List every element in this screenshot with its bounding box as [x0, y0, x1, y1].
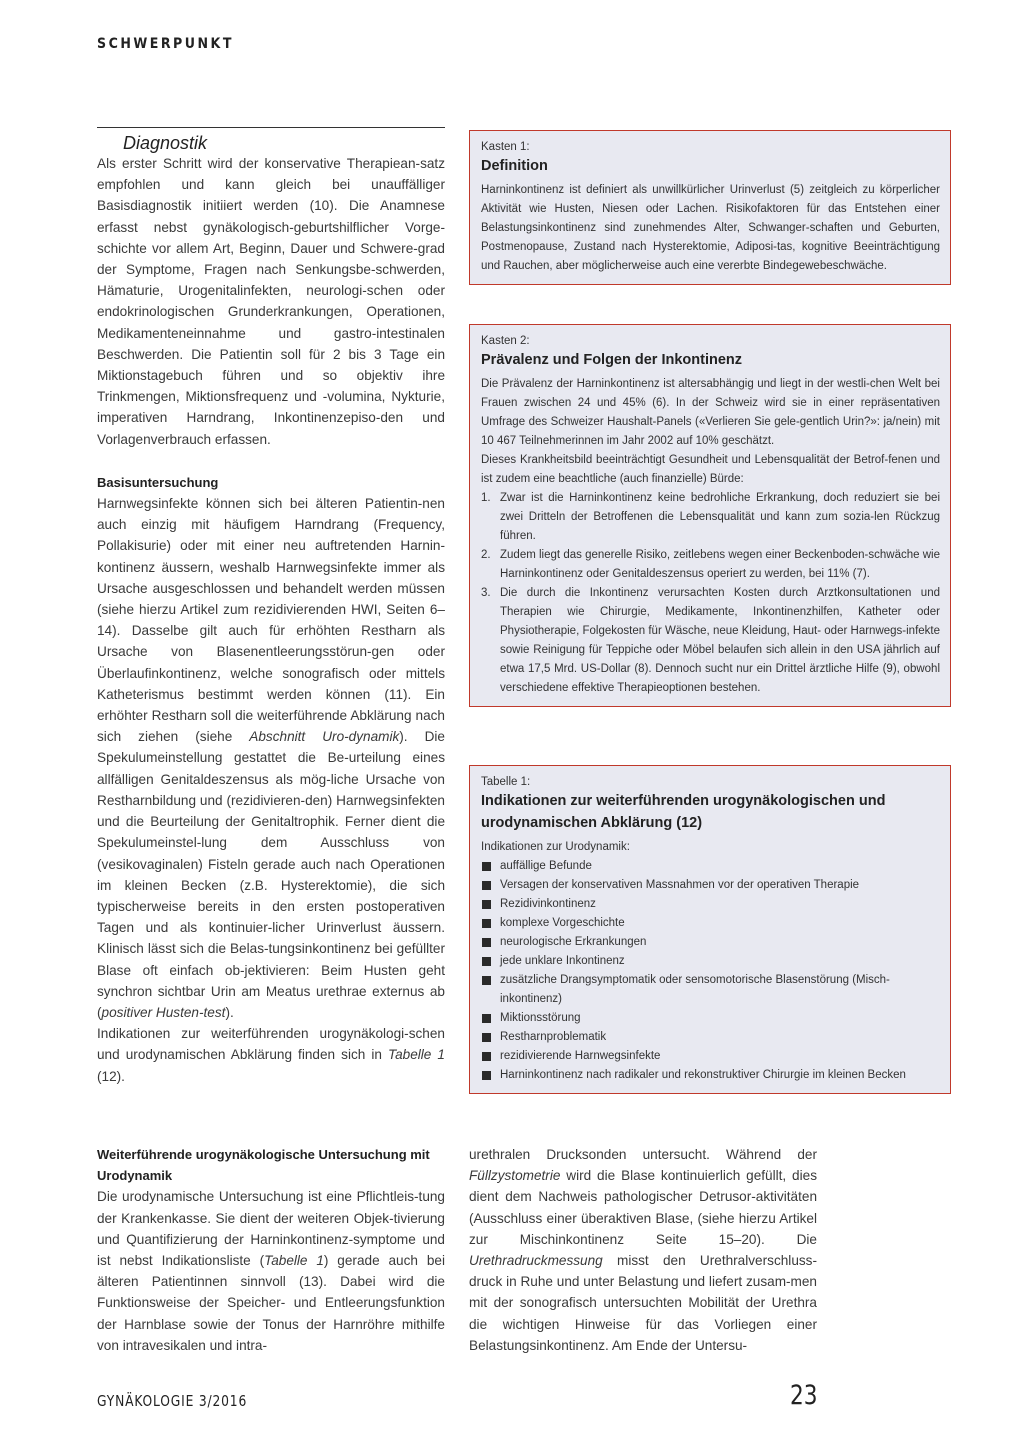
- page-number: 23: [790, 1380, 818, 1411]
- list-item: auffällige Befunde: [481, 857, 940, 876]
- list-item: Rezidivinkontinenz: [481, 895, 940, 914]
- journal-footer: GYNÄKOLOGIE 3/2016: [97, 1392, 248, 1410]
- indikationen-paragraph: Indikationen zur weiterführenden urogynäkologi-schen und urodynamischen Abklärung finden sich in Tabelle 1 (12).: [97, 1026, 445, 1084]
- kasten-2-title: Prävalenz und Folgen der Inkontinenz: [481, 352, 743, 368]
- bullet-square-icon: [482, 976, 491, 985]
- urodynamik-paragraph-1: Die urodynamische Untersuchung ist eine Pflichtleis-tung der Krankenkasse. Sie dient der weiteren Objek-tivierung und Quantifizierung der Harninkontinenz-symptome und ist nebst Indikationsliste (Tabelle 1) gerade auch bei älteren Patientinnen sinnvoll (13). Dabei wird die Funktionsweise der Speicher- und Entleerungsfunktion der Harnblase sowie der Tonus der Harnröhre mithilfe von intravesikalen und intra-: [97, 1189, 445, 1353]
- section-label: SCHWERPUNKT: [97, 36, 234, 52]
- kasten-1-title: Definition: [481, 158, 548, 174]
- kasten-2-label: Kasten 2:: [481, 335, 530, 347]
- diagnostik-intro: Als erster Schritt wird der konservative Therapiean-satz empfohlen und kann gleich bei unauffälliger Basisdiagnostik initiiert werden (10). Die Anamnese erfasst nebst gynäkologisch-geburtshilflicher Vorge-schichte vor allem Art, Beginn, Dauer und Schwere-grad der Symptome, Fragen nach Senkungsbe-schwerden, Hämaturie, Urogenitalinfekten, neurologi-schen oder endokrinologischen Grunderkrankungen, Operationen, Medikamenteneinnahme und gastro-intestinalen Beschwerden. Die Patientin soll für 2 bis 3 Tage ein Miktionstagebuch führen und so objektiv ihre Trinkmengen, Miktionsfrequenz und -volumina, Nykturie, imperativen Harndrang, Inkontinenzepiso-den und Vorlagenverbrauch erfassen.: [97, 156, 445, 447]
- bullet-square-icon: [482, 1071, 491, 1080]
- list-item: Miktionsstörung: [481, 1009, 940, 1028]
- list-item: jede unklare Inkontinenz: [481, 952, 940, 971]
- kasten-2-list: [481, 489, 940, 698]
- list-item: 3. Die durch die Inkontinenz verursachten Kosten durch Arztkonsultationen und Therapien wie Chirurgie, Medikamente, Inkontinenzhilfen, Katheter oder Physiotherapie, Folgekosten für Wäsche, neue Kleidung, Haut- oder Harnwegs-infekte sowie Reinigung für Teppiche oder Möbel belaufen sich allein in den USA jährlich auf etwa 17,5 Mrd. US-Dollar (8). Dennoch sucht nur ein Drittel ärztliche Hilfe (9), obwohl verschiedene effektive Therapieoptionen bestehen.: [481, 587, 940, 694]
- tabelle-1-intro: Indikationen zur Urodynamik:: [481, 841, 630, 853]
- bullet-square-icon: [482, 1033, 491, 1042]
- tabelle-1-label: Tabelle 1:: [481, 776, 531, 788]
- kasten-1-text: Harninkontinenz ist definiert als unwillkürlicher Urinverlust (5) zeitgleich zu körperlicher Aktivität wie Husten, Niesen oder Lachen. Risikofaktoren für das Entstehen einer Belastungsinkontinenz sind zunehmendes Alter, Schwanger-schaften und Geburten, Postmenopause, Zustand nach Hysterektomie, Adiposi-tas, kognitive Beeinträchtigung und Rauchen, aber möglicherweise auch eine vererbte Bindegewebeschwäche.: [481, 184, 940, 272]
- kasten-2-text-2: Dieses Krankheitsbild beeinträchtigt Gesundheit und Lebensqualität der Betrof-fenen und ist zudem eine beachtliche (auch finanzielle) Bürde:: [481, 454, 940, 485]
- kasten-1-label: Kasten 1:: [481, 141, 530, 153]
- bullet-square-icon: [482, 957, 491, 966]
- list-item: 2. Zudem liegt das generelle Risiko, zeitlebens wegen einer Beckenboden-schwäche wie Harninkontinenz oder Genitaldeszensus operiert zu werden, bei 11% (7).: [481, 549, 940, 580]
- bullet-square-icon: [482, 862, 491, 871]
- bullet-square-icon: [482, 938, 491, 947]
- basisuntersuchung-heading: Basisuntersuchung: [97, 474, 219, 490]
- urodynamik-heading: Weiterführende urogynäkologische Untersuchung mit Urodynamik: [97, 1147, 430, 1184]
- diagnostik-column: [97, 127, 445, 1087]
- tabelle-1-title: Indikationen zur weiterführenden urogynäkologischen und urodynamischen Abklärung (12): [481, 793, 886, 831]
- bullet-square-icon: [482, 1014, 491, 1023]
- bullet-square-icon: [482, 900, 491, 909]
- list-item: Harninkontinenz nach radikaler und rekonstruktiver Chirurgie im kleinen Becken: [481, 1066, 940, 1085]
- diagnostik-title: Diagnostik: [123, 133, 208, 153]
- list-item: Restharnproblematik: [481, 1028, 940, 1047]
- urodynamik-continued-column: [469, 1144, 817, 1356]
- urodynamik-paragraph-2: urethralen Drucksonden untersucht. Während der Füllzystometrie wird die Blase kontinuierlich gefüllt, dies dient dem Nachweis pathologischer Detrusor-aktivitäten (Ausschluss einer überaktiven Blase, (siehe hierzu Artikel zur Mischinkontinenz Seite 15–20). Die Urethradruckmessung misst den Urethralverschluss-druck in Ruhe und unter Belastung und liefert zusam-men mit der sonografisch untersuchten Mobilität der Urethra die wichtigen Hinweise für das Vorliegen einer Belastungsinkontinenz. Am Ende der Untersu-: [469, 1147, 817, 1353]
- tabelle-1-list: [481, 857, 940, 1085]
- bullet-square-icon: [482, 919, 491, 928]
- list-item: komplexe Vorgeschichte: [481, 914, 940, 933]
- basisuntersuchung-paragraph: Harnwegsinfekte können sich bei älteren Patientin-nen auch einzig mit häufigem Harndrang (Frequency, Pollakisurie) oder mit einer neu auftretenden Harnin-kontinenz äussern, weshalb Harnwegsinfekte immer als Ursache ausgeschlossen und behandelt werden müssen (siehe hierzu Artikel zum rezidivierenden HWI, Seiten 6–14). Dasselbe gilt auch für erhöhten Restharn als Ursache von Blasenentleerungsstörun-gen oder Überlaufinkontinenz, welche sonografisch oder mittels Katheterismus bestimmt werden können (11). Ein erhöhter Restharn soll die weiterführende Abklärung nach sich ziehen (siehe Abschnitt Uro-dynamik). Die Spekulumeinstellung gestattet die Be-urteilung eines allfälligen Genitaldeszensus als mög-liche Ursache von Restharnbildung und (rezidivieren-den) Harnwegsinfekten und die Beurteilung der Genitaltrophik. Ferner dient die Spekulumeinstel-lung dem Ausschluss von (vesikovaginalen) Fisteln gerade auch nach Operationen im kleinen Becken (z.B. Hysterektomie), die sich typischerweise bereits in den ersten postoperativen Tagen und als kontinuier-licher Urinverlust äussern. Klinisch lässt sich die Belas-tungsinkontinenz bei gefüllter Blase oft einfach ob-jektivieren: Beim Husten geht synchron sichtbar Urin am Meatus urethrae externus ab (positiver Husten-test).: [97, 496, 445, 1020]
- kasten-2-text-1: Die Prävalenz der Harninkontinenz ist altersabhängig und liegt in der westli-chen Welt bei Frauen zwischen 24 und 45% (6). In der Schweiz wird sie in einer repräsentativen Umfrage des Schweizer Haushalt-Panels («Verlieren Sie gele-gentlich Urin?»: ja/nein) mit 10 467 Teilnehmerinnen im Jahr 2002 auf 10% geschätzt.: [481, 378, 940, 447]
- list-item: neurologische Erkrankungen: [481, 933, 940, 952]
- list-item: zusätzliche Drangsymptomatik oder sensomotorische Blasenstörung (Misch-inkontinenz): [481, 971, 940, 1009]
- urodynamik-column: [97, 1144, 445, 1356]
- list-item: rezidivierende Harnwegsinfekte: [481, 1047, 940, 1066]
- kasten-1-box: [469, 130, 951, 285]
- list-item: Versagen der konservativen Massnahmen vor der operativen Therapie: [481, 876, 940, 895]
- bullet-square-icon: [482, 881, 491, 890]
- kasten-2-box: [469, 324, 951, 707]
- list-item: 1. Zwar ist die Harninkontinenz keine bedrohliche Erkrankung, doch reduziert sie bei zwei Dritteln der Betroffenen die Lebensqualität und kann zum sozia-len Rückzug führen.: [481, 492, 940, 542]
- tabelle-1-box: [469, 765, 951, 1094]
- section-rule: [97, 127, 445, 128]
- bullet-square-icon: [482, 1052, 491, 1061]
